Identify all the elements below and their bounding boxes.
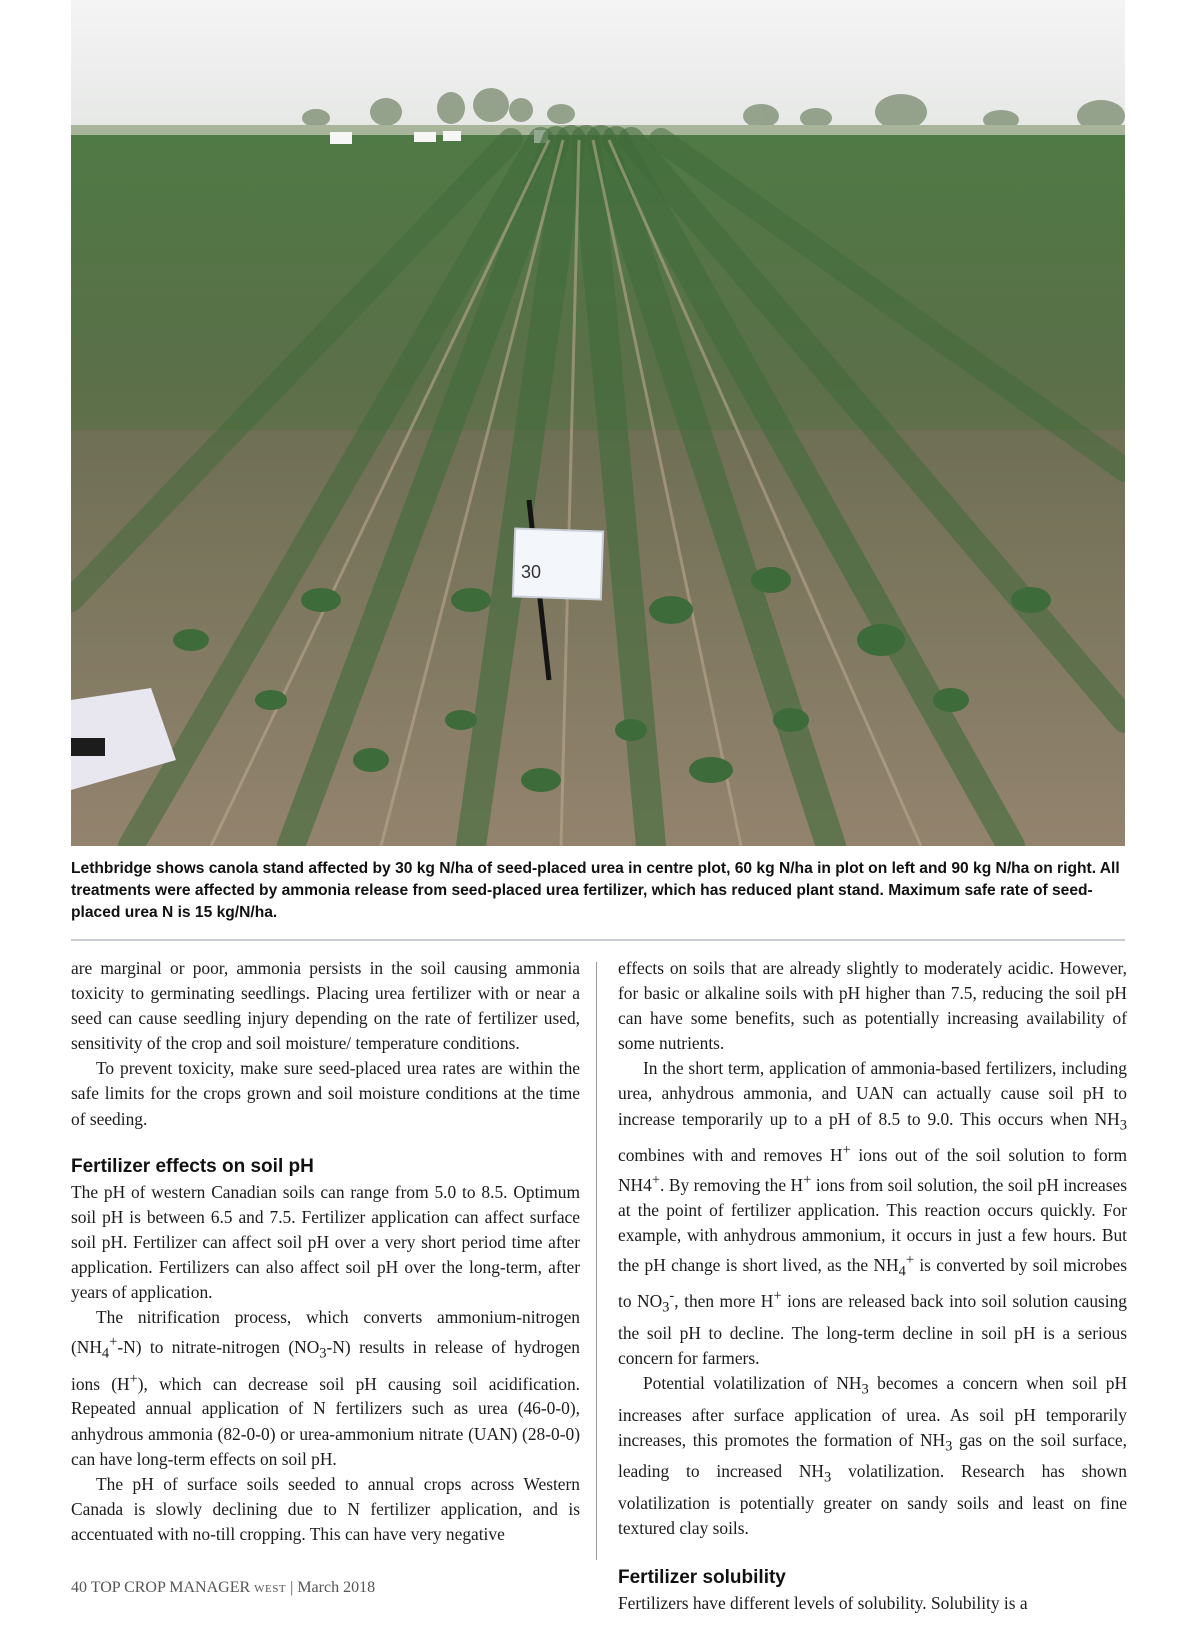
caption-divider (71, 939, 1125, 941)
left-column (71, 956, 580, 1547)
left-paragraph-1: are marginal or poor, ammonia persists in the soil causing ammonia toxicity to germinating seedlings. Placing urea fertilizer with or near a seed can cause seedling injury depending on the rate of fertilizer used, sensitivity of the crop and soil moisture/ temperature conditions. (71, 958, 580, 1054)
section-heading-soil-ph: Fertilizer effects on soil pH (71, 1155, 314, 1177)
right-paragraph-3: Potential volatilization of $NH_3$ becomes a concern when soil pH increases after surface application of urea. As soil pH temporarily increases, this promotes the formation of $NH_3$ gas on the soil surface, leading to increased $NH_3$ volatilization. Research has shown volatilization is potentially greater on sandy soils and least on fine textured clay soils. (618, 1373, 1127, 1538)
right-column (618, 956, 1127, 1616)
footer-separator: | (290, 1579, 294, 1596)
canola-field-photo (71, 0, 1125, 846)
right-paragraph-2: In the short term, application of ammonia-based fertilizers, including urea, anhydrous ammonia, and UAN can actually cause soil pH to increase temporarily up to a pH of 8.5 to 9.0. This occurs when $NH_3$ combines with and removes H+ ions out of the soil solution to form NH4+. By removing the H+ ions from soil solution, the soil pH increases at the point of fertilizer application. This reaction occurs quickly. For example, with anhydrous ammonium, it occurs in just a few hours. But the pH change is short lived, as the $NH_4^+$ is converted by soil microbes to $NO_3^-$, then more H+ ions are released back into soil solution causing the soil pH to decline. The long-term decline in soil pH is a serious concern for farmers. (618, 1058, 1128, 1368)
publication-edition: WEST (254, 1583, 287, 1595)
left-paragraph-4: The nitrification process, which converts ammonium-nitrogen $(NH_4^+-N)$ to nitrate-nitrogen $(NO_3-N)$ results in release of hydrogen ions (H+), which can decrease soil pH causing soil acidification. Repeated annual application of N fertilizers such as urea (46-0-0), anhydrous ammonia (82-0-0) or urea-ammonium nitrate (UAN) (28-0-0) can have long-term effects on soil pH. (71, 1307, 580, 1469)
column-divider (596, 962, 597, 1560)
left-paragraph-2: To prevent toxicity, make sure seed-placed urea rates are within the safe limits for the crops grown and soil moisture conditions at the time of seeding. (71, 1058, 580, 1129)
issue-date: March 2018 (297, 1579, 376, 1596)
publication-name: TOP CROP MANAGER (90, 1579, 251, 1596)
page-number: 40 (71, 1579, 87, 1596)
page-footer (71, 1579, 375, 1597)
canola-field-illustration (71, 0, 1125, 846)
left-paragraph-3: The pH of western Canadian soils can range from 5.0 to 8.5. Optimum soil pH is between 6.5 and 7.5. Fertilizer application can affect surface soil pH. Fertilizer can affect soil pH over a very short period time after application. Fertilizers can also affect soil pH over the long-term, after years of application. (71, 1181, 580, 1303)
right-paragraph-4: Fertilizers have different levels of solubility. Solubility is a (618, 1592, 1028, 1613)
right-paragraph-1: effects on soils that are already slightly to moderately acidic. However, for basic or alkaline soils with pH higher than 7.5, reducing the soil pH can have some benefits, such as potentially increasing availability of some nutrients. (618, 958, 1127, 1054)
plot-sign-number: 30 (521, 562, 542, 582)
section-heading-solubility: Fertilizer solubility (618, 1566, 786, 1588)
photo-caption: Lethbridge shows canola stand affected by 30 kg N/ha of seed-placed urea in centre plot, 60 kg N/ha in plot on left and 90 kg N/ha on right. All treatments were affected by ammonia release from seed-placed urea fertilizer, which has reduced plant stand. Maximum safe rate of seed-placed urea N is 15 kg/N/ha. (71, 860, 1120, 921)
left-paragraph-5: The pH of surface soils seeded to annual crops across Western Canada is slowly declining due to N fertilizer application, and is accentuated with no-till cropping. This can have very negative (71, 1473, 580, 1544)
